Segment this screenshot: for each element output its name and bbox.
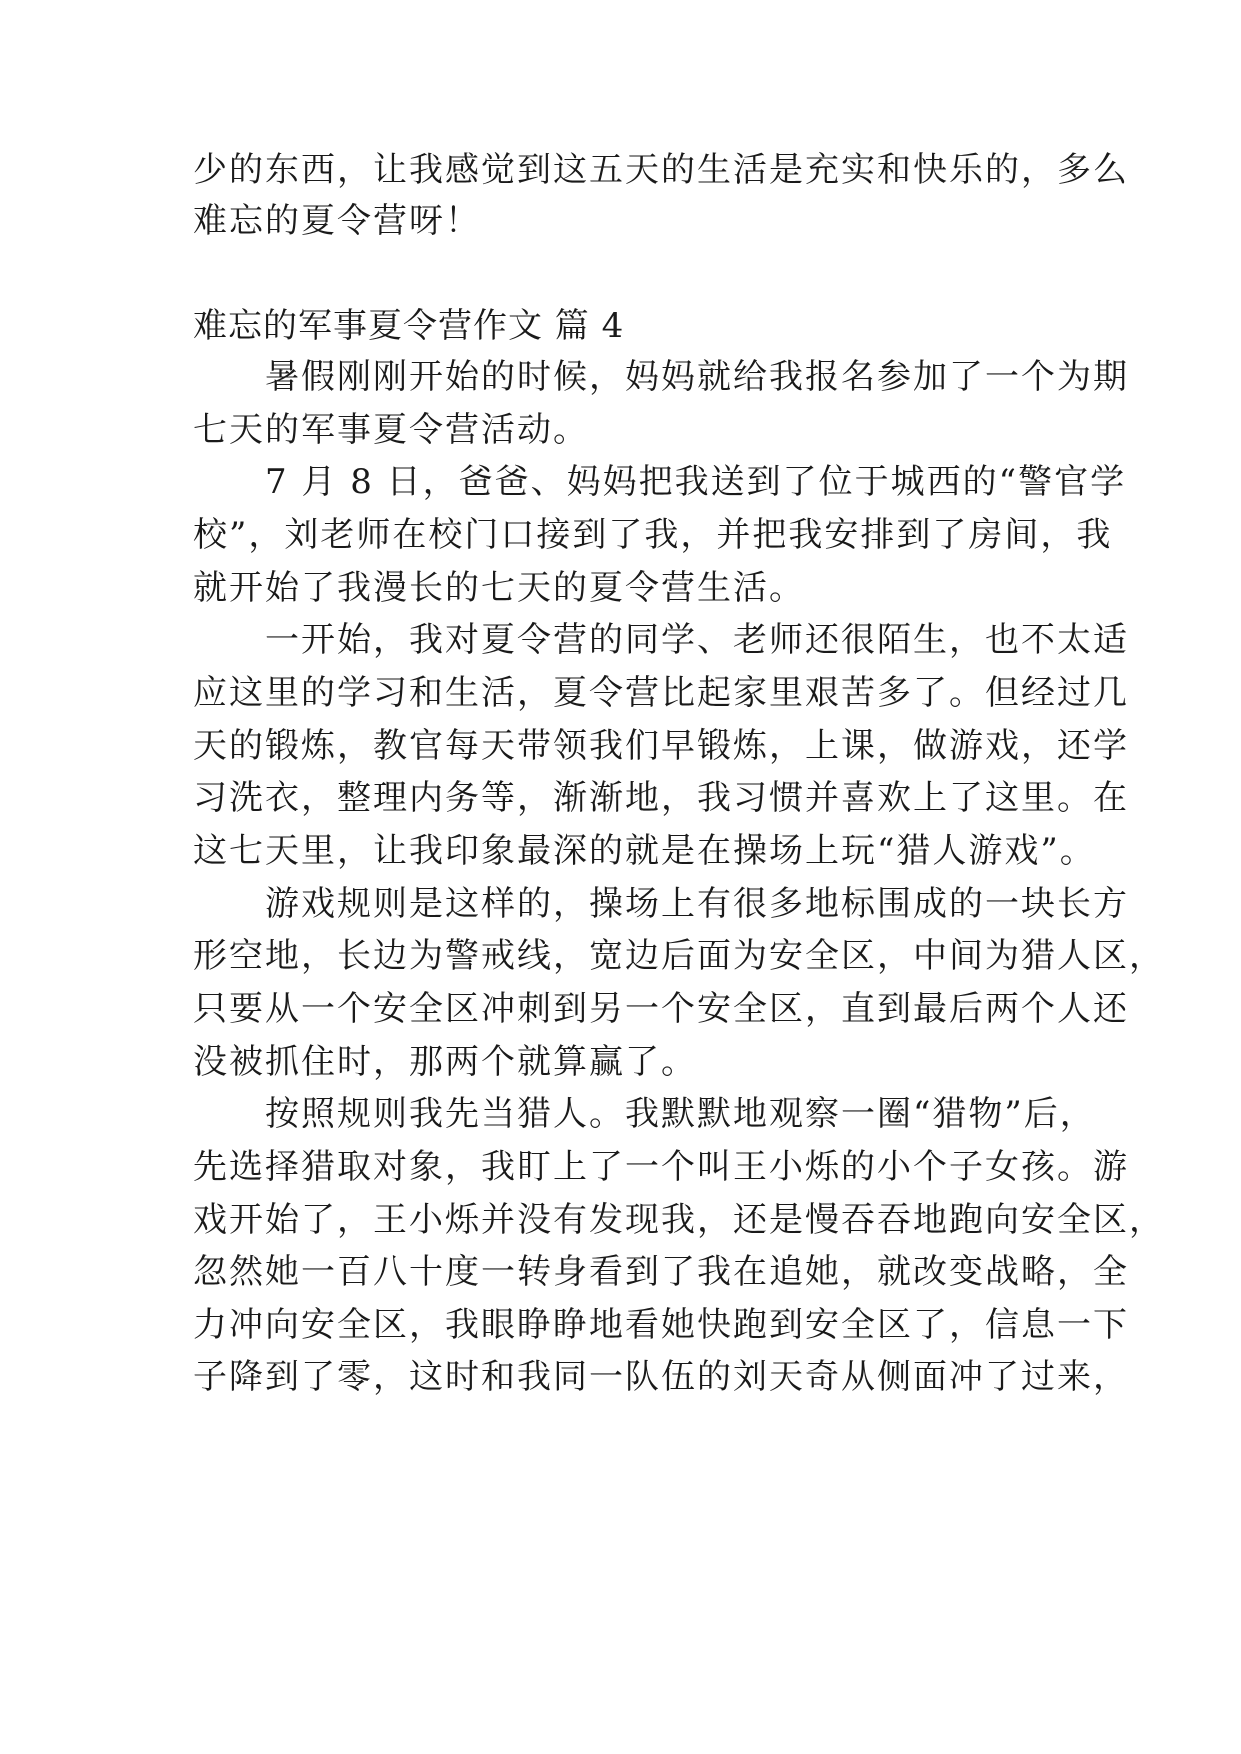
text-line: 形空地，长边为警戒线，宽边后面为安全区，中间为猎人区， — [193, 936, 1165, 976]
text-line: 习洗衣，整理内务等，渐渐地，我习惯并喜欢上了这里。在 — [193, 778, 1129, 818]
text-line: 忽然她一百八十度一转身看到了我在追她，就改变战略，全 — [193, 1252, 1129, 1292]
text-line: 力冲向安全区，我眼睁睁地看她快跑到安全区了，信息一下 — [193, 1305, 1129, 1345]
text-line: 少的东西，让我感觉到这五天的生活是充实和快乐的，多么 — [193, 150, 1129, 190]
text-line: 没被抓住时，那两个就算赢了。 — [193, 1042, 697, 1082]
text-line: 暑假刚刚开始的时候，妈妈就给我报名参加了一个为期 — [193, 357, 1129, 397]
text-line: 只要从一个安全区冲刺到另一个安全区，直到最后两个人还 — [193, 989, 1129, 1029]
text-line: 7 月 8 日，爸爸、妈妈把我送到了位于城西的“警官学 — [193, 462, 1127, 502]
text-line: 这七天里，让我印象最深的就是在操场上玩“猎人游戏”。 — [193, 831, 1096, 871]
text-line: 戏开始了，王小烁并没有发现我，还是慢吞吞地跑向安全区， — [193, 1200, 1165, 1240]
text-line: 按照规则我先当猎人。我默默地观察一圈“猎物”后， — [193, 1094, 1096, 1134]
text-line: 先选择猎取对象，我盯上了一个叫王小烁的小个子女孩。游 — [193, 1147, 1129, 1187]
text-line: 七天的军事夏令营活动。 — [193, 410, 589, 450]
text-line: 子降到了零，这时和我同一队伍的刘天奇从侧面冲了过来， — [193, 1357, 1129, 1397]
text-line: 就开始了我漫长的七天的夏令营生活。 — [193, 568, 805, 608]
text-line: 难忘的夏令营呀！ — [193, 201, 481, 241]
text-line: 天的锻炼，教官每天带领我们早锻炼，上课，做游戏，还学 — [193, 726, 1129, 766]
text-line: 应这里的学习和生活，夏令营比起家里艰苦多了。但经过几 — [193, 673, 1129, 713]
section-heading: 难忘的军事夏令营作文 篇 4 — [193, 306, 625, 346]
text-line: 游戏规则是这样的，操场上有很多地标围成的一块长方 — [193, 884, 1129, 924]
text-line: 校”，刘老师在校门口接到了我，并把我安排到了房间，我 — [193, 515, 1113, 555]
text-line: 一开始，我对夏令营的同学、老师还很陌生，也不太适 — [193, 620, 1129, 660]
